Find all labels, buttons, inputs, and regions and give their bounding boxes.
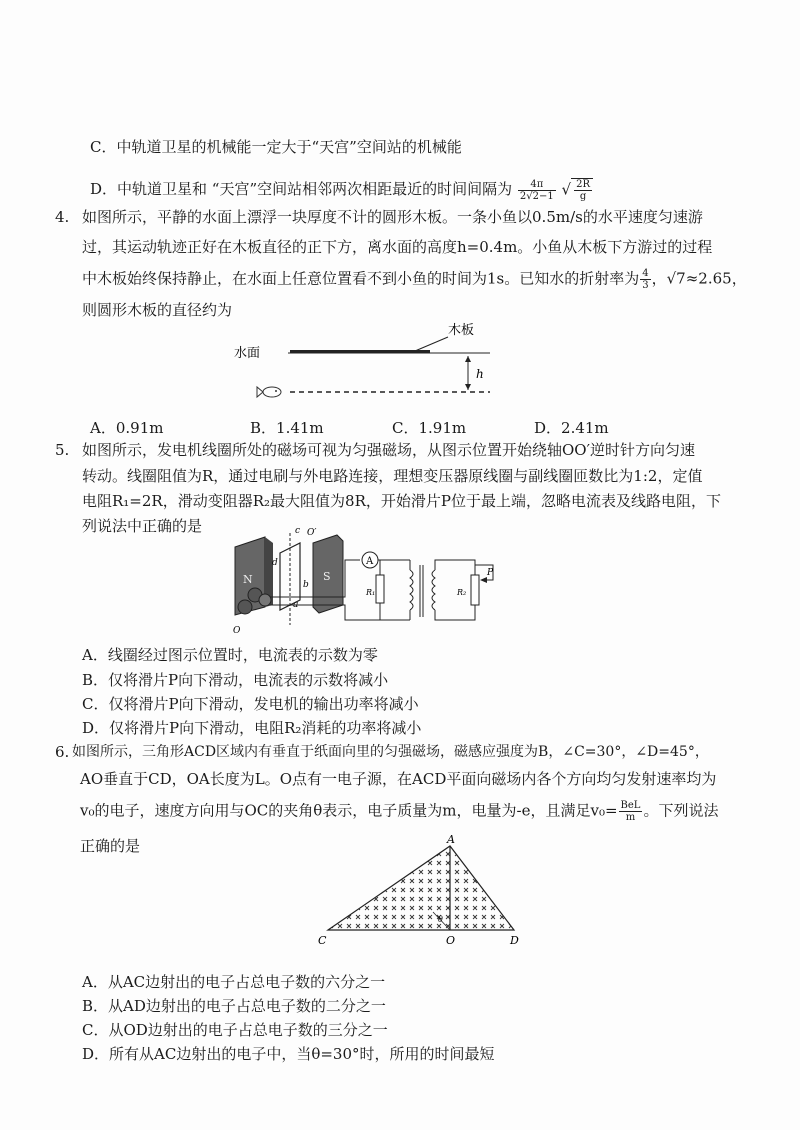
svg-text:N: N bbox=[243, 573, 253, 586]
svg-text:A: A bbox=[366, 556, 374, 567]
svg-text:O: O bbox=[233, 626, 241, 636]
q6-stem-line3: v₀的电子，速度方向用与OC的夹角θ表示，电子质量为m，电量为-e，且满足v₀= $\frac{\text{BeL}}{m}$ 。下列说法 bbox=[80, 800, 719, 823]
q4-number: 4. bbox=[55, 208, 70, 226]
q4-water-label: 水面 bbox=[234, 346, 261, 361]
wire-bottom bbox=[270, 605, 410, 620]
q3-option-d-sqrt: √ $\frac{2R}{g}$ bbox=[562, 178, 593, 202]
vertex-a-label: A bbox=[447, 833, 455, 846]
slider-p bbox=[480, 577, 487, 583]
q5-option-a: A．线圈经过图示位置时，电流表的示数为零 bbox=[82, 646, 378, 664]
q4-option-b: B．1.41m bbox=[250, 419, 324, 437]
magnetic-field-region bbox=[328, 846, 514, 930]
q5-stem-line3: 电阻R₁=2R，滑动变阻器R₂最大阻值为8R，开始滑片P位于最上端，忽略电流表及线路电阻，下 bbox=[82, 492, 721, 510]
vertex-d-label: D bbox=[510, 934, 519, 947]
wooden-board bbox=[290, 350, 430, 353]
q6-stem-line4: 正确的是 bbox=[80, 837, 141, 855]
q4-stem-line2: 过，其运动轨迹正好在木板直径的正下方，离水面的高度h=0.4m。小鱼从木板下方游过的过程 bbox=[82, 238, 713, 256]
q5-number: 5. bbox=[55, 441, 70, 459]
q3-option-d-text: D．中轨道卫星和 “天宫”空间站相邻两次相距最近的时间间隔为 bbox=[90, 180, 513, 198]
q6-option-d: D．所有从AC边射出的电子中，当θ=30°时，所用的时间最短 bbox=[82, 1045, 495, 1063]
q5-option-c: C．仅将滑片P向下滑动，发电机的输出功率将减小 bbox=[82, 695, 419, 713]
q6-stem-line2: AO垂直于CD，OA长度为L。O点有一电子源，在ACD平面向磁场内各个方向均匀发射速率均为 bbox=[80, 770, 717, 788]
q5-figure bbox=[225, 525, 505, 640]
q6-option-b: B．从AD边射出的电子占总电子数的二分之一 bbox=[82, 997, 386, 1015]
fish-icon bbox=[257, 387, 281, 397]
q4-option-c: C．1.91m bbox=[392, 419, 467, 437]
point-o-label: O bbox=[446, 934, 456, 947]
q5-stem-line2: 转动。线圈阻值为R，通过电刷与外电路连接，理想变压器原线圈与副线圈匝数比为1:2，定值 bbox=[82, 467, 703, 485]
resistor-r1 bbox=[376, 575, 384, 603]
q5-option-b: B．仅将滑片P向下滑动，电流表的示数将减小 bbox=[82, 671, 389, 689]
svg-text:P: P bbox=[487, 568, 494, 578]
svg-text:R₂: R₂ bbox=[457, 588, 467, 597]
q4-option-d: D．2.41m bbox=[534, 419, 609, 437]
svg-text:c: c bbox=[295, 526, 301, 536]
svg-text:a: a bbox=[293, 600, 299, 610]
q4-stem-line1: 如图所示，平静的水面上漂浮一块厚度不计的圆形木板。一条小鱼以0.5m/s的水平速度匀速游 bbox=[82, 208, 703, 226]
q4-stem-line4: 则圆形木板的直径约为 bbox=[82, 301, 233, 319]
svg-text:O′: O′ bbox=[307, 528, 317, 538]
q4-stem-line3: 中木板始终保持静止，在水面上任意位置看不到小鱼的时间为1s。已知水的折射率为 $\frac{4}{3}$ ，√7≈2.65， bbox=[82, 268, 747, 291]
q4-figure bbox=[220, 320, 510, 410]
board-pointer-line bbox=[415, 337, 448, 351]
q5-stem-line4: 列说法中正确的是 bbox=[82, 517, 203, 535]
svg-text:R₁: R₁ bbox=[366, 588, 376, 597]
q6-option-a: A．从AC边射出的电子占总电子数的六分之一 bbox=[82, 973, 386, 991]
primary-coil bbox=[410, 570, 413, 610]
q4-h-label: h bbox=[476, 367, 484, 381]
q3-option-d bbox=[90, 178, 593, 202]
q6-number: 6. bbox=[55, 743, 70, 761]
rheostat-r2 bbox=[471, 575, 479, 605]
q5-stem-line1: 如图所示，发电机线圈所处的磁场可视为匀强磁场，从图示位置开始绕轴OO′逆时针方向匀速 bbox=[82, 441, 696, 459]
q4-option-a: A．0.91m bbox=[90, 419, 164, 437]
svg-text:S: S bbox=[323, 570, 331, 583]
svg-text:θ: θ bbox=[438, 915, 443, 924]
q3-option-c: C．中轨道卫星的机械能一定大于“天宫”空间站的机械能 bbox=[90, 138, 462, 156]
q6-v0-fraction: $\frac{\text{BeL}}{m}$ bbox=[620, 800, 641, 823]
vertex-c-label: C bbox=[318, 934, 327, 947]
q4-index-fraction: $\frac{4}{3}$ bbox=[642, 268, 649, 291]
secondary-coil bbox=[432, 570, 435, 610]
svg-text:b: b bbox=[303, 580, 309, 590]
svg-text:d: d bbox=[272, 558, 278, 568]
q6-figure bbox=[300, 832, 540, 950]
q6-option-c: C．从OD边射出的电子占总电子数的三分之一 bbox=[82, 1021, 388, 1039]
q4-board-label: 木板 bbox=[448, 323, 475, 338]
q6-stem-line1: 如图所示，三角形ACD区域内有垂直于纸面向里的匀强磁场，磁感应强度为B，∠C=30°，∠D=45°， bbox=[72, 744, 709, 760]
q5-option-d: D．仅将滑片P向下滑动，电阻R₂消耗的功率将减小 bbox=[82, 719, 422, 737]
q3-option-d-fraction: $\frac{4\pi}{2√2-1}$ bbox=[519, 178, 554, 202]
